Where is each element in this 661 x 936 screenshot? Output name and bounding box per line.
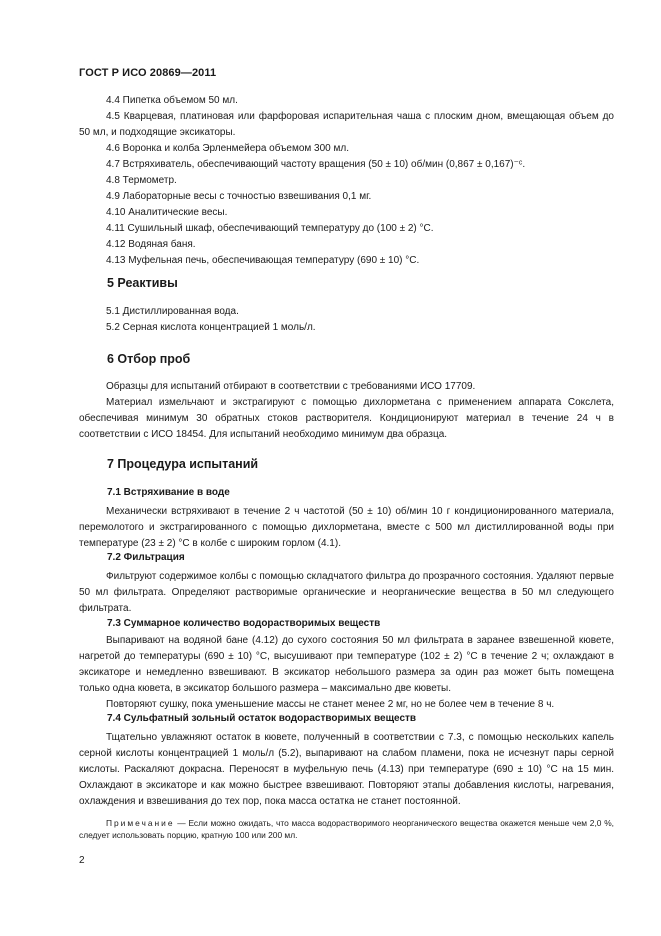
document-header: ГОСТ Р ИСО 20869—2011 [79,67,217,79]
paragraph: Материал измельчают и экстрагируют с помощью дихлорметана с применением аппарата Сокслета, обеспечивая минимум 30 обратных стоков растворителя. Кондиционируют материал в течение 24 ч в соответствии с ИСО 18454. Для испытаний необходимо минимум два образца. [79,397,614,440]
list-item: 4.4 Пипетка объемом 50 мл. [106,95,238,106]
section-body [79,633,614,713]
list-item: 4.12 Водяная баня. [106,239,196,250]
note-label: Примечание [106,818,175,828]
paragraph: Механически встряхивают в течение 2 ч частотой (50 ± 10) об/мин 10 г кондиционированного материала, перемолотого и экстрагированного с помощью дихлорметана, вместе с 500 мл дистиллированной воды при температуре (23 ± 2) °С в колбе с широким горлом (4.1). [79,506,614,549]
list-item: 4.8 Термометр. [106,175,177,186]
note [79,817,614,841]
paragraph: Повторяют сушку, пока уменьшение массы не станет менее 2 мг, но не более чем в течение 8 ч. [106,699,555,710]
note-text: — Если можно ожидать, что масса водорастворимого неорганического вещества окажется меньше чем 2,0 %, следует использовать порцию, кратную 100 или 200 мл. [79,818,614,840]
paragraph: Тщательно увлажняют остаток в кювете, полученный в соответствии с 7.3, с помощью нескольких капель серной кислоты концентрацией 1 моль/л (5.2), выпаривают на слабом пламени, пока не исчезнут пары серной кислоты. Раскаляют докрасна. Переносят в муфельную печь (4.13) при температуре (690 ± 10) °С на 15 мин. Охлаждают в эксикаторе и как можно быстрее взвешивают. Повторяют этапы добавления кислоты, нагревания, охлаждения и взвешивания до тех пор, пока масса остатка не станет постоянной. [79,732,614,807]
equipment-list [79,93,614,269]
section-heading: 7 Процедура испытаний [107,457,259,471]
list-item: 4.5 Кварцевая, платиновая или фарфоровая испарительная чаша с плоским дном, вмещающая объем до 50 мл, и подходящие эксикаторы. [79,111,614,138]
section-body [79,569,614,617]
list-item: 4.7 Встряхиватель, обеспечивающий частоту вращения (50 ± 10) об/мин (0,867 ± 0,167)⁻ᶜ. [106,159,526,170]
list-item: 5.2 Серная кислота концентрацией 1 моль/л. [106,322,316,333]
paragraph: Фильтруют содержимое колбы с помощью складчатого фильтра до прозрачного состояния. Удаляют первые 50 мл фильтрата. Определяют растворимые органические и неорганические вещества в 50 мл следующего фильтрата. [79,571,614,614]
section-body [79,730,614,810]
page-number: 2 [79,855,85,866]
section-heading: 5 Реактивы [107,276,178,290]
reagents-list [79,304,614,336]
section-body [79,379,614,443]
list-item: 4.6 Воронка и колба Эрленмейера объемом 300 мл. [106,143,349,154]
subsection-heading: 7.4 Сульфатный зольный остаток водорастворимых веществ [107,713,417,724]
paragraph: Образцы для испытаний отбирают в соответствии с требованиями ИСО 17709. [106,381,476,392]
list-item: 4.9 Лабораторные весы с точностью взвешивания 0,1 мг. [106,191,372,202]
section-heading: 6 Отбор проб [107,352,191,366]
section-body [79,504,614,552]
list-item: 4.13 Муфельная печь, обеспечивающая температуру (690 ± 10) °С. [106,255,420,266]
list-item: 4.11 Сушильный шкаф, обеспечивающий температуру до (100 ± 2) °С. [106,223,434,234]
subsection-heading: 7.3 Суммарное количество водорастворимых веществ [107,618,381,629]
subsection-heading: 7.2 Фильтрация [107,552,185,563]
list-item: 5.1 Дистиллированная вода. [106,306,239,317]
list-item: 4.10 Аналитические весы. [106,207,228,218]
subsection-heading: 7.1 Встряхивание в воде [107,487,230,498]
paragraph: Выпаривают на водяной бане (4.12) до сухого состояния 50 мл фильтрата в заранее взвешенной кювете, нагретой до температуры (690 ± 10) °С, высушивают при температуре (102 ± 2) °С в течение 2 ч; охлаждают в эксикаторе и немедленно взвешивают. В эксикатор небольшого размера за один раз может быть помещена только одна кювета, в эксикатор большого размера – максимально две кюветы. [79,635,614,694]
